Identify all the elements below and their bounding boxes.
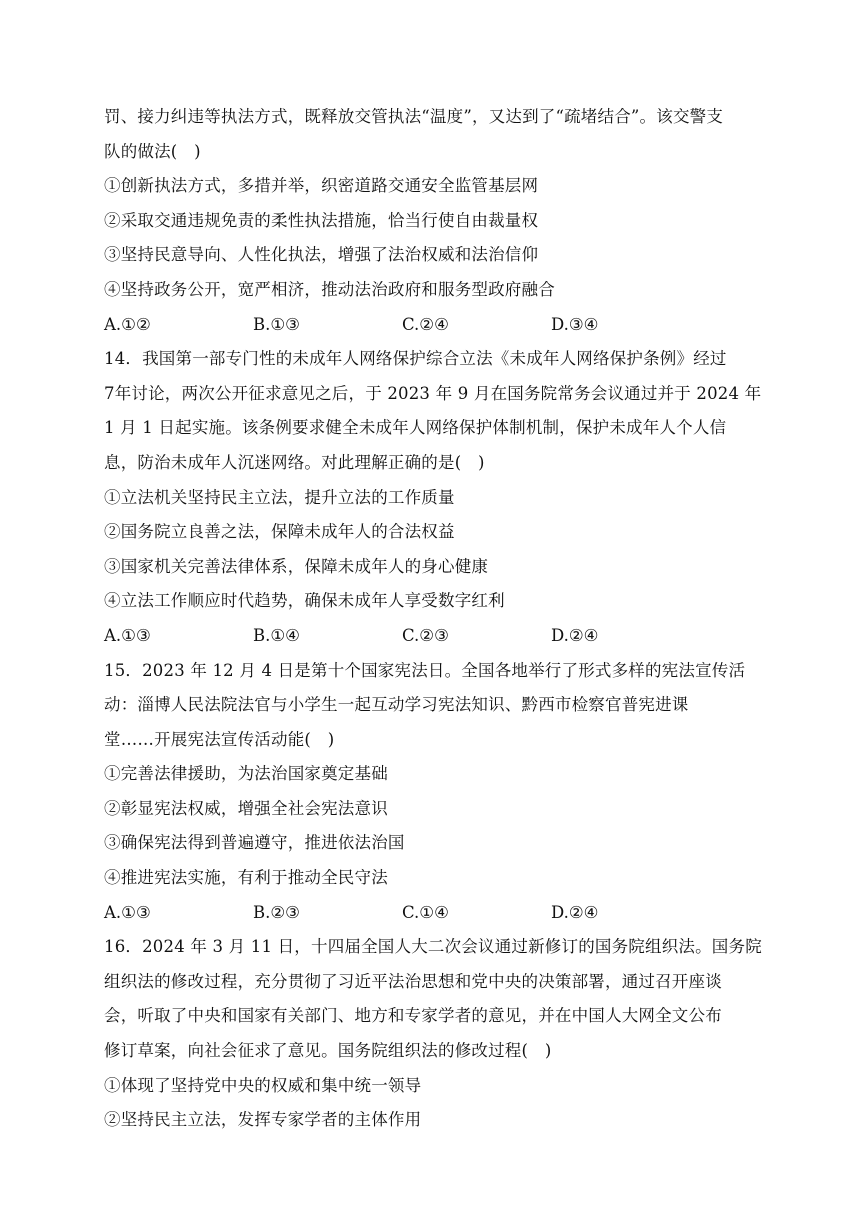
choice-statement: ②采取交通违规免责的柔性执法措施，恰当行使自由裁量权 — [104, 210, 539, 230]
question-16 — [104, 930, 764, 1138]
choice-statement: ③确保宪法得到普遍遵守，推进依法治国 — [104, 833, 405, 853]
choice-statement: ④推进宪法实施，有利于推动全民守法 — [104, 868, 388, 888]
option-d: D.②④ — [551, 902, 599, 922]
question-stem-line: 14．我国第一部专门性的未成年人网络保护综合立法《未成年人网络保护条例》经过 — [104, 349, 727, 369]
question-14 — [104, 342, 764, 653]
option-a: A.①② — [104, 314, 151, 334]
choice-statement: ②坚持民主立法，发挥专家学者的主体作用 — [104, 1110, 422, 1130]
option-c: C.②③ — [402, 625, 449, 645]
option-c: C.②④ — [402, 314, 449, 334]
option-b: B.②③ — [253, 902, 300, 922]
question-15 — [104, 654, 764, 931]
choice-statement: ①立法机关坚持民主立法，提升立法的工作质量 — [104, 487, 455, 507]
option-c: C.①④ — [402, 902, 449, 922]
option-b: B.①③ — [253, 314, 300, 334]
exam-page — [104, 100, 764, 1138]
question-13 — [104, 100, 764, 342]
question-stem-line: 队的做法( ) — [104, 141, 201, 161]
option-d: D.②④ — [551, 625, 599, 645]
question-stem-line: 会，听取了中央和国家有关部门、地方和专家学者的意见，并在中国人大网全文公布 — [104, 1006, 722, 1026]
choice-statement: ②国务院立良善之法，保障未成年人的合法权益 — [104, 522, 455, 542]
option-d: D.③④ — [551, 314, 599, 334]
question-stem-line: 修订草案，向社会征求了意见。国务院组织法的修改过程( ) — [104, 1041, 552, 1061]
option-a: A.①③ — [104, 625, 151, 645]
choice-statement: ①体现了坚持党中央的权威和集中统一领导 — [104, 1075, 422, 1095]
question-stem-line: 16．2024 年 3 月 11 日，十四届全国人大二次会议通过新修订的国务院组织法。国务院 — [104, 937, 762, 957]
answer-options — [104, 896, 764, 931]
option-b: B.①④ — [253, 625, 300, 645]
answer-options — [104, 308, 764, 343]
question-stem-line: 息，防治未成年人沉迷网络。对此理解正确的是( ) — [104, 452, 485, 472]
choice-statement: ②彰显宪法权威，增强全社会宪法意识 — [104, 798, 388, 818]
question-stem-line: 堂……开展宪法宣传活动能( ) — [104, 729, 335, 749]
question-stem-line: 1 月 1 日起实施。该条例要求健全未成年人网络保护体制机制，保护未成年人个人信 — [104, 418, 727, 438]
question-stem-line: 7年讨论，两次公开征求意见之后，于 2023 年 9 月在国务院常务会议通过并于 2024 年 — [104, 383, 762, 403]
option-a: A.①③ — [104, 902, 151, 922]
choice-statement: ③坚持民意导向、人性化执法，增强了法治权威和法治信仰 — [104, 245, 539, 265]
choice-statement: ④坚持政务公开，宽严相济，推动法治政府和服务型政府融合 — [104, 279, 555, 299]
answer-options — [104, 619, 764, 654]
choice-statement: ①创新执法方式，多措并举，织密道路交通安全监管基层网 — [104, 176, 539, 196]
question-stem-line: 组织法的修改过程，充分贯彻了习近平法治思想和党中央的决策部署，通过召开座谈 — [104, 971, 722, 991]
question-stem-line: 罚、接力纠违等执法方式，既释放交管执法“温度”，又达到了“疏堵结合”。该交警支 — [104, 107, 724, 126]
question-stem-line: 动：淄博人民法院法官与小学生一起互动学习宪法知识、黔西市检察官普宪进课 — [104, 695, 689, 715]
choice-statement: ③国家机关完善法律体系，保障未成年人的身心健康 — [104, 556, 489, 576]
question-stem-line: 15．2023 年 12 月 4 日是第十个国家宪法日。全国各地举行了形式多样的宪法宣传活 — [104, 660, 746, 680]
choice-statement: ④立法工作顺应时代趋势，确保未成年人享受数字红利 — [104, 591, 505, 611]
choice-statement: ①完善法律援助，为法治国家奠定基础 — [104, 764, 388, 784]
